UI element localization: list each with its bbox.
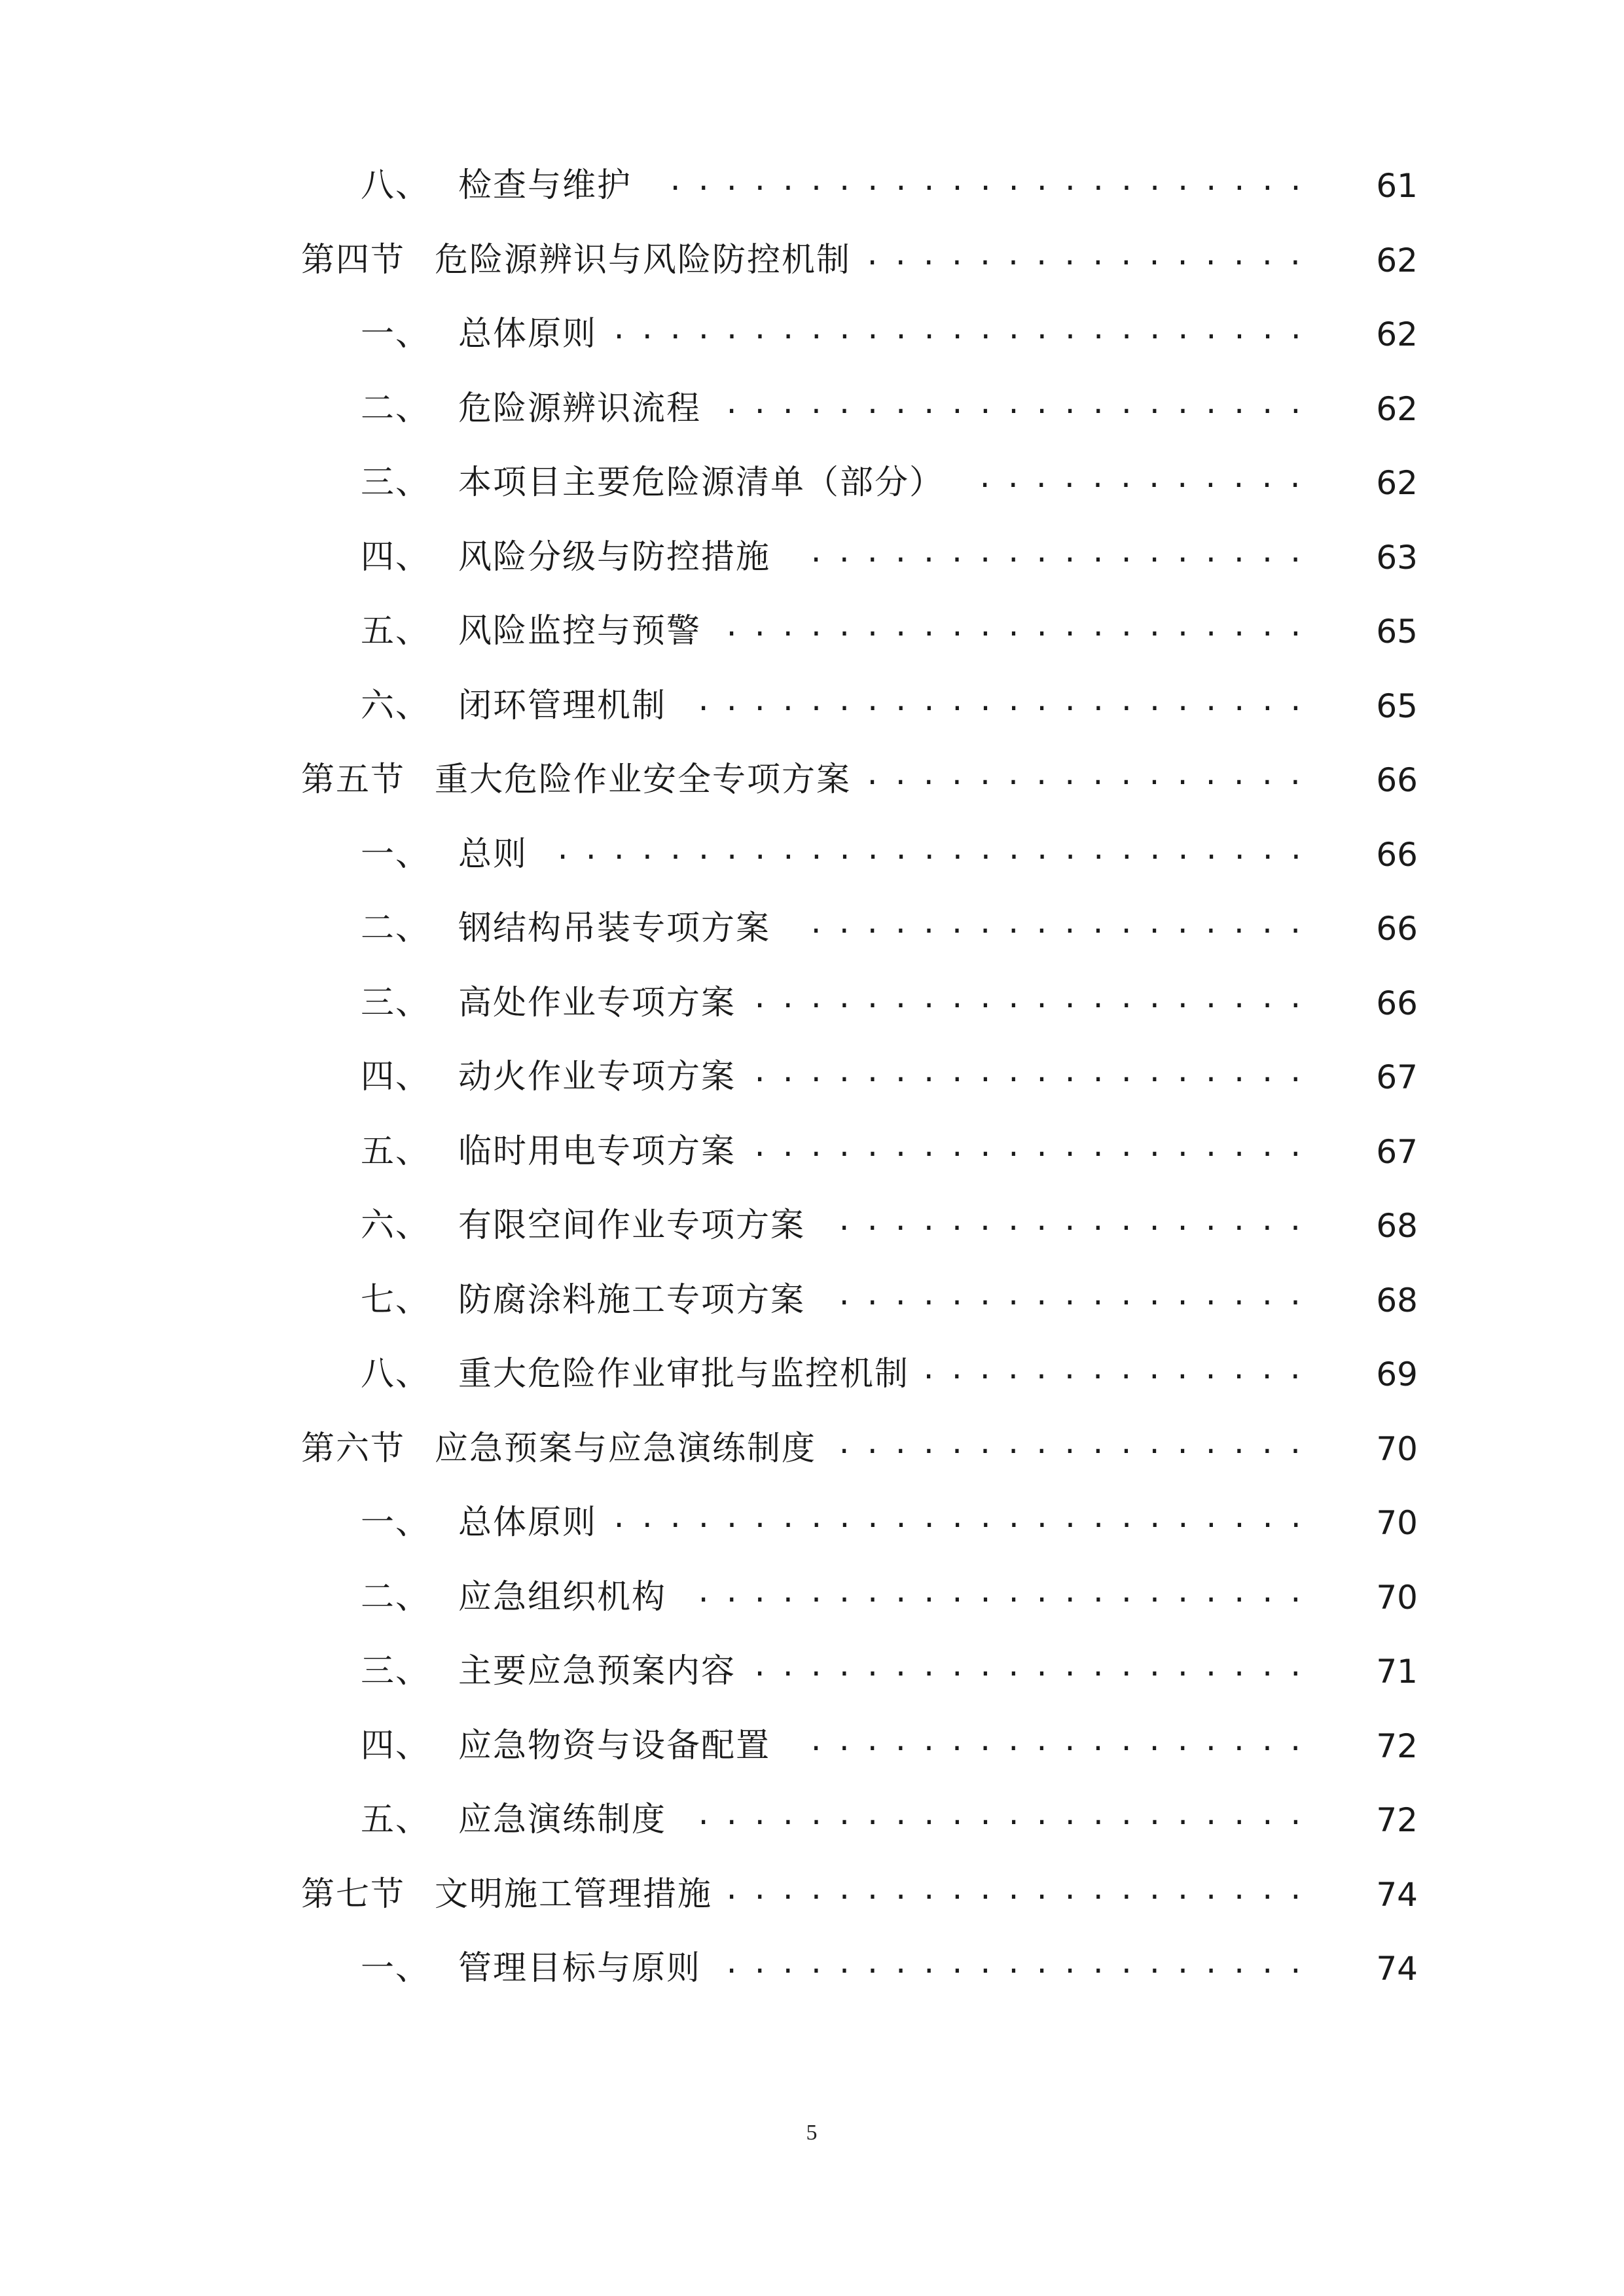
- toc-entry-title: 管理目标与原则: [458, 1949, 702, 1988]
- toc-leader-dots: ......................: [695, 684, 1316, 717]
- toc-item-row[interactable]: [0, 298, 1624, 371]
- toc-entry-page: 70: [1376, 1429, 1418, 1468]
- toc-entry-title: 应急物资与设备配置: [458, 1726, 771, 1765]
- toc-entry-page: 69: [1376, 1355, 1418, 1393]
- toc-entry-number: 第四节: [301, 240, 406, 279]
- toc-leader-dots: ..............: [920, 1353, 1316, 1385]
- toc-entry-page: 63: [1376, 538, 1418, 577]
- toc-entry-page: 65: [1376, 687, 1418, 725]
- toc-entry-title: 总则: [458, 834, 528, 874]
- toc-entry-number: 五、: [361, 1801, 431, 1839]
- toc-entry-title: 重大危险作业安全专项方案: [435, 761, 852, 799]
- toc-entry-number: 第六节: [301, 1429, 406, 1468]
- toc-item-row[interactable]: [0, 1784, 1624, 1857]
- toc-entry-title: 防腐涂料施工专项方案: [458, 1280, 806, 1319]
- toc-leader-dots: .....................: [723, 387, 1316, 420]
- toc-leader-dots: .................: [836, 1204, 1316, 1236]
- toc-section-row[interactable]: [0, 1412, 1624, 1486]
- toc-entry-page: 74: [1376, 1875, 1418, 1914]
- toc-leader-dots: ..................: [808, 535, 1316, 568]
- toc-entry-page: 70: [1376, 1504, 1418, 1542]
- toc-section-row[interactable]: [0, 744, 1624, 817]
- toc-entry-page: 66: [1376, 835, 1418, 874]
- toc-entry-page: 62: [1376, 315, 1418, 353]
- toc-item-row[interactable]: [0, 1041, 1624, 1114]
- toc-entry-title: 总体原则: [458, 1503, 598, 1542]
- toc-section-row[interactable]: [0, 224, 1624, 297]
- toc-entry-title: 有限空间作业专项方案: [458, 1206, 806, 1245]
- toc-entry-number: 五、: [361, 1132, 431, 1171]
- toc-entry-title: 闭环管理机制: [458, 686, 667, 725]
- toc-entry-page: 66: [1376, 910, 1418, 948]
- toc-item-row[interactable]: [0, 1189, 1624, 1263]
- toc-entry-title: 临时用电专项方案: [458, 1132, 736, 1171]
- toc-item-row[interactable]: [0, 1710, 1624, 1783]
- toc-entry-title: 文明施工管理措施: [435, 1874, 713, 1914]
- toc-entry-page: 62: [1376, 464, 1418, 502]
- toc-leader-dots: .....................: [723, 610, 1316, 642]
- toc-leader-dots: .........................: [611, 313, 1316, 345]
- toc-entry-title: 高处作业专项方案: [458, 983, 736, 1022]
- toc-entry-page: 66: [1376, 761, 1418, 799]
- toc-leader-dots: ................: [864, 238, 1316, 271]
- toc-entry-number: 一、: [361, 315, 431, 353]
- toc-leader-dots: .....................: [723, 1947, 1316, 1979]
- toc-entry-page: 71: [1376, 1653, 1418, 1691]
- toc-entry-page: 65: [1376, 613, 1418, 651]
- toc-leader-dots: .................: [836, 1427, 1316, 1460]
- toc-entry-page: 66: [1376, 984, 1418, 1022]
- toc-entry-page: 74: [1376, 1950, 1418, 1988]
- toc-leader-dots: ....................: [751, 1056, 1316, 1088]
- toc-leader-dots: ....................: [751, 1130, 1316, 1162]
- toc-entry-number: 三、: [361, 983, 431, 1022]
- toc-entry-number: 四、: [361, 537, 431, 577]
- toc-entry-number: 二、: [361, 389, 431, 428]
- toc-entry-title: 应急演练制度: [458, 1801, 667, 1839]
- toc-leader-dots: .......................: [667, 164, 1316, 196]
- toc-item-row[interactable]: [0, 892, 1624, 965]
- toc-item-row[interactable]: [0, 1635, 1624, 1708]
- toc-entry-title: 动火作业专项方案: [458, 1058, 736, 1096]
- toc-entry-title: 检查与维护: [458, 166, 632, 205]
- toc-item-row[interactable]: [0, 1338, 1624, 1411]
- toc-entry-number: 第五节: [301, 761, 406, 799]
- toc-item-row[interactable]: [0, 149, 1624, 223]
- toc-leader-dots: ................: [864, 759, 1316, 791]
- toc-entry-title: 重大危险作业审批与监控机制: [458, 1355, 910, 1393]
- toc-entry-number: 一、: [361, 1949, 431, 1988]
- toc-entry-page: 70: [1376, 1578, 1418, 1617]
- toc-entry-number: 五、: [361, 612, 431, 651]
- toc-entry-number: 六、: [361, 1206, 431, 1245]
- toc-entry-number: 四、: [361, 1058, 431, 1096]
- toc-entry-number: 一、: [361, 1503, 431, 1542]
- toc-leader-dots: ...........................: [554, 833, 1316, 865]
- toc-entry-title: 危险源辨识流程: [458, 389, 702, 428]
- toc-entry-number: 二、: [361, 909, 431, 948]
- toc-item-row[interactable]: [0, 372, 1624, 446]
- toc-item-row[interactable]: [0, 967, 1624, 1040]
- footer-page-number: 5: [806, 2121, 818, 2145]
- toc-item-row[interactable]: [0, 595, 1624, 668]
- toc-leader-dots: ....................: [751, 981, 1316, 1014]
- toc-leader-dots: ............: [977, 461, 1316, 493]
- toc-entry-number: 七、: [361, 1280, 431, 1319]
- toc-entry-number: 二、: [361, 1577, 431, 1617]
- toc-leader-dots: ......................: [695, 1799, 1316, 1831]
- toc-entry-page: 62: [1376, 241, 1418, 279]
- toc-leader-dots: .........................: [611, 1501, 1316, 1534]
- toc-entry-number: 第七节: [301, 1874, 406, 1914]
- toc-item-row[interactable]: [0, 1264, 1624, 1337]
- toc-entry-page: 61: [1376, 167, 1418, 205]
- toc-entry-page: 67: [1376, 1132, 1418, 1171]
- toc-entry-title: 主要应急预案内容: [458, 1652, 736, 1691]
- toc-entry-number: 八、: [361, 166, 431, 205]
- toc-item-row[interactable]: [0, 1932, 1624, 2005]
- toc-entry-number: 三、: [361, 463, 431, 502]
- toc-entry-page: 68: [1376, 1281, 1418, 1319]
- toc-entry-title: 风险监控与预警: [458, 612, 702, 651]
- toc-entry-title: 危险源辨识与风险防控机制: [435, 240, 852, 279]
- toc-entry-title: 应急预案与应急演练制度: [435, 1429, 817, 1468]
- toc-entry-title: 风险分级与防控措施: [458, 537, 771, 577]
- toc-entry-title: 总体原则: [458, 315, 598, 353]
- toc-leader-dots: .....................: [723, 1873, 1316, 1905]
- toc-entry-page: 72: [1376, 1727, 1418, 1765]
- toc-leader-dots: ....................: [751, 1650, 1316, 1682]
- toc-entry-number: 四、: [361, 1726, 431, 1765]
- toc-leader-dots: .................: [836, 1278, 1316, 1311]
- toc-section-row[interactable]: [0, 1858, 1624, 1931]
- toc-leader-dots: ..................: [808, 1724, 1316, 1757]
- toc-entry-number: 一、: [361, 834, 431, 874]
- toc-entry-title: 应急组织机构: [458, 1577, 667, 1617]
- toc-item-row[interactable]: [0, 521, 1624, 594]
- toc-entry-number: 八、: [361, 1355, 431, 1393]
- toc-entry-page: 67: [1376, 1058, 1418, 1096]
- toc-item-row[interactable]: [0, 818, 1624, 891]
- toc-item-row[interactable]: [0, 1561, 1624, 1634]
- toc-item-row[interactable]: [0, 1115, 1624, 1189]
- toc-leader-dots: ..................: [808, 907, 1316, 939]
- toc-entry-page: 62: [1376, 389, 1418, 428]
- toc-item-row[interactable]: [0, 1486, 1624, 1560]
- toc-entry-title: 本项目主要危险源清单（部分）: [458, 463, 945, 502]
- toc-item-row[interactable]: [0, 670, 1624, 743]
- toc-leader-dots: ......................: [695, 1575, 1316, 1608]
- toc-item-row[interactable]: [0, 446, 1624, 520]
- toc-entry-page: 72: [1376, 1801, 1418, 1839]
- toc-entry-page: 68: [1376, 1207, 1418, 1245]
- toc-entry-number: 三、: [361, 1652, 431, 1691]
- toc-entry-title: 钢结构吊装专项方案: [458, 909, 771, 948]
- toc-entry-number: 六、: [361, 686, 431, 725]
